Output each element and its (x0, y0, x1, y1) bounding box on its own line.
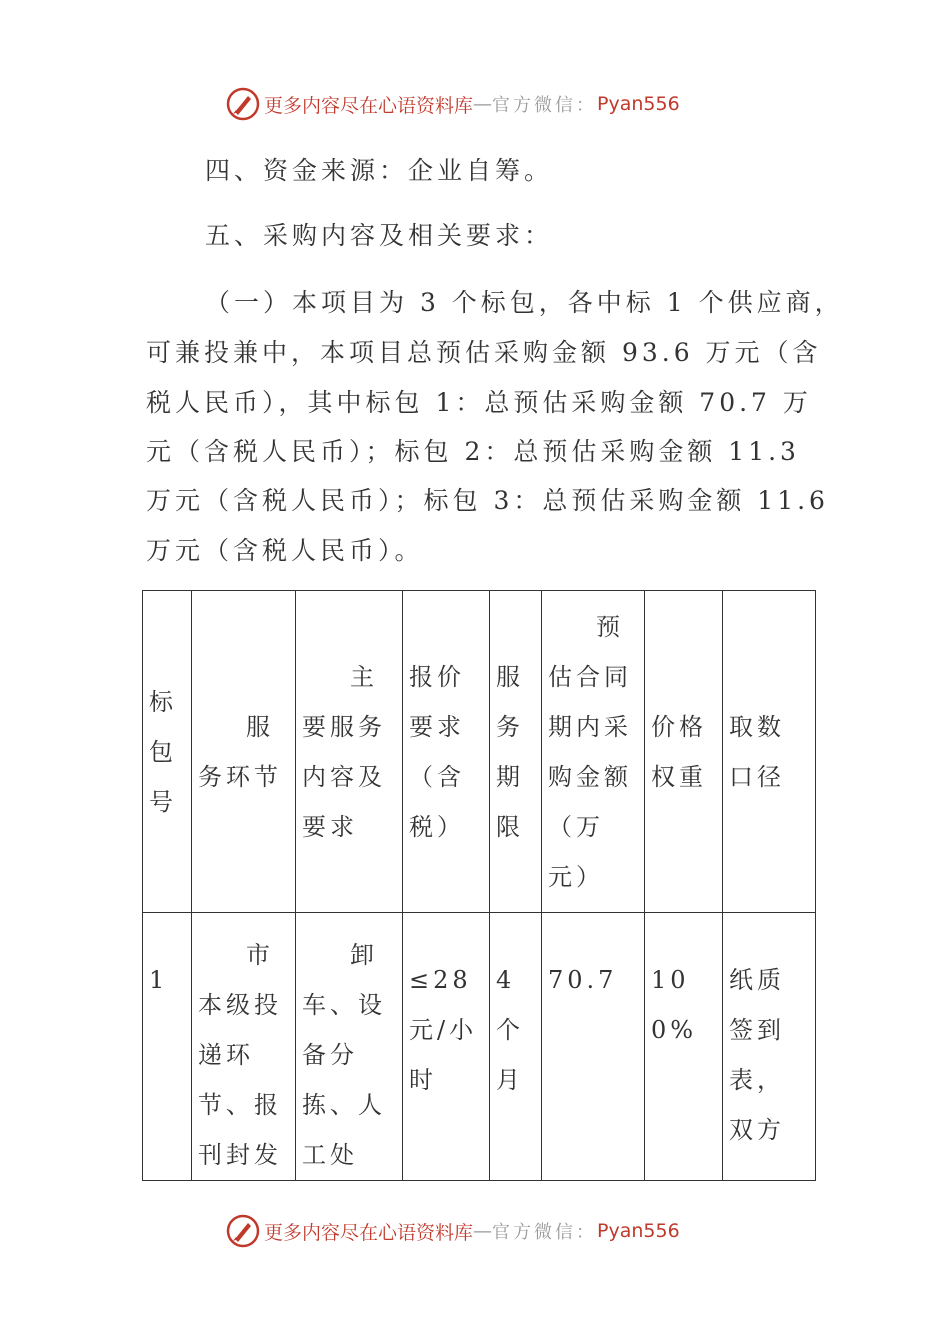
cell-price-requirement: ≤28元/小时 (403, 913, 490, 1181)
paragraph-line: 元（含税人民币）；标包 2：总预估采购金额 11.3 (146, 437, 800, 466)
header-price-requirement: 报价要求（含税） (403, 591, 490, 913)
table-row (143, 913, 816, 1181)
watermark-wechat-label: 官方微信： (492, 1222, 598, 1243)
procurement-table (142, 590, 816, 1181)
header-estimated-amount: 预估合同期内采购金额（万元） (542, 591, 645, 913)
cell-estimated-amount: 70.7 (542, 913, 645, 1181)
watermark-brand: 更多内容尽在心语资料库 (264, 1221, 474, 1244)
pen-logo-icon (226, 87, 260, 121)
header-main-content: 主要服务内容及要求 (296, 591, 403, 913)
watermark-wechat-id: Pyan556 (597, 1220, 680, 1242)
cell-package-no: 1 (143, 913, 192, 1181)
paragraph-line: （一）本项目为 3 个标包，各中标 1 个供应商， (205, 288, 844, 317)
paragraph-procurement-heading: 五、采购内容及相关要求： (205, 221, 554, 250)
watermark-wechat-label: 官方微信： (492, 95, 598, 116)
cell-data-source: 纸质签到表，双方 (723, 913, 816, 1181)
paragraph-line: 税人民币），其中标包 1：总预估采购金额 70.7 万 (146, 388, 812, 417)
cell-service-period: 4个月 (490, 913, 542, 1181)
watermark-footer (226, 1213, 680, 1249)
paragraph-line: 万元（含税人民币）；标包 3：总预估采购金额 11.6 (146, 486, 829, 515)
table-header-row (143, 591, 816, 913)
watermark-dash: — (473, 1220, 493, 1242)
header-data-source: 取数口径 (723, 591, 816, 913)
cell-service-stage: 市本级投递环节、报刊封发 (192, 913, 296, 1181)
header-service-stage: 服务环节 (192, 591, 296, 913)
header-price-weight: 价格权重 (645, 591, 723, 913)
header-package-no: 标包号 (143, 591, 192, 913)
watermark-header (226, 86, 680, 122)
pen-logo-icon (226, 1214, 260, 1248)
watermark-wechat-id: Pyan556 (597, 93, 680, 115)
paragraph-line: 万元（含税人民币）。 (146, 536, 424, 565)
cell-main-content: 卸车、设备分拣、人工处 (296, 913, 403, 1181)
watermark-dash: — (473, 93, 493, 115)
watermark-brand: 更多内容尽在心语资料库 (264, 94, 474, 117)
paragraph-line: 可兼投兼中，本项目总预估采购金额 93.6 万元（含 (146, 338, 822, 367)
paragraph-funding-source: 四、资金来源：企业自筹。 (205, 156, 554, 185)
cell-price-weight: 100% (645, 913, 723, 1181)
header-service-period: 服务期限 (490, 591, 542, 913)
